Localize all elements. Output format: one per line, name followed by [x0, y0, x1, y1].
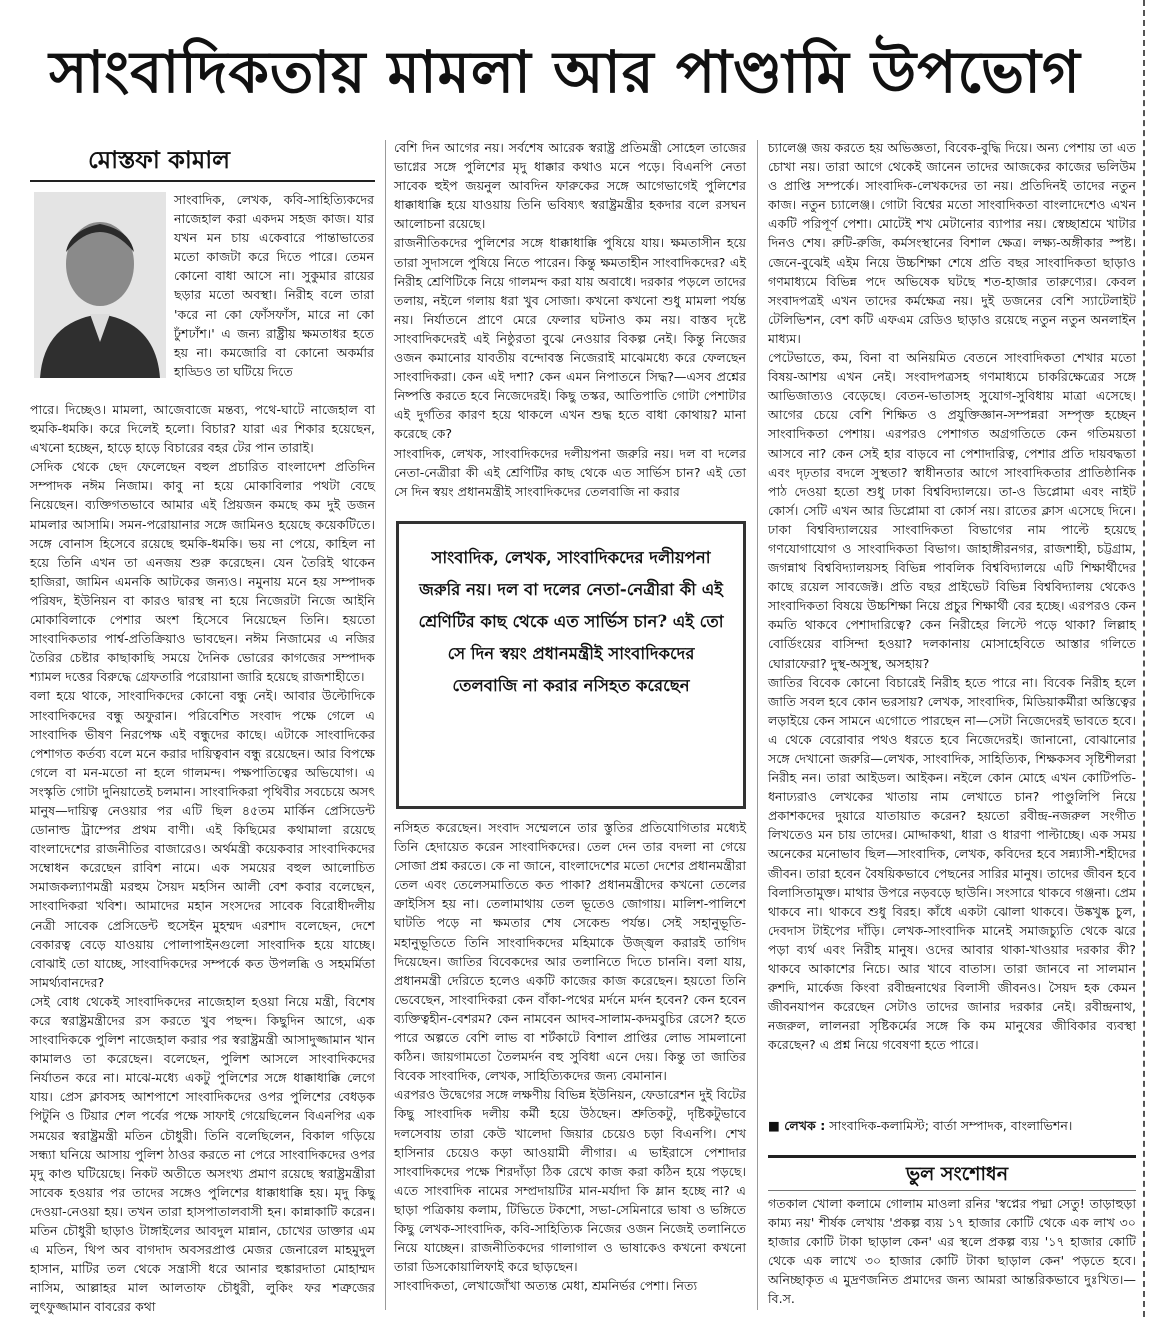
correction-top-rule: [768, 1155, 1136, 1158]
byline-rule: [30, 180, 375, 182]
column-divider-1: [385, 140, 386, 1310]
signature-text: সাংবাদিক-কলামিস্ট; বার্তা সম্পাদক, বাংলাভিশন।: [829, 1118, 1073, 1133]
column1-body: [30, 400, 375, 1317]
column1-paragraph-3: বলা হয়ে থাকে, সাংবাদিকদের কোনো বন্ধু নেই। আবার উল্টোদিকে সাংবাদিকদের বন্ধু অফুরান। পরিবেশিত সংবাদ পক্ষে গেলে এ সাংবাদিক ভীষণ নিরপেক্ষ এই বন্ধুদের কাছে। এটাকে সাংবাদিকের পেশাগত কর্তব্য বলে মনে করার দায়িত্ববান বন্ধু রয়েছেন। আর বিপক্ষে গেলে বা মন-মতো না হলে গালমন্দ। পক্ষপাতিত্বের অভিযোগ। এ সংস্কৃতি গোটা দুনিয়াতেই চলমান। সাংবাদিকরা পৃথিবীর সবচেয়ে অসৎ মানুষ—দায়িত্ব নেওয়ার পর এটি ছিল ৪৫তম মার্কিন প্রেসিডেন্ট ডোনাল্ড ট্রাম্পের প্রথম বাণী। এই কিছিমের কথামালা রয়েছে বাংলাদেশের রাজনীতির বাজারেও। অর্থমন্ত্রী কয়েকবার সাংবাদিকদের সম্বোধন করেছেন রাবিশ নামে। এক সময়ের বহুল আলোচিত সমাজকল্যাণমন্ত্রী মরহুম সৈয়দ মহসিন আলী বেশ কবার বলেছেন, সাংবাদিকরা খবিশ। আমাদের মহান সংসদের সাবেক বিরোধীদলীয় নেত্রী সাবেক প্রেসিডেন্ট হুসেইন মুহম্মদ এরশাদ বলেছেন, দেশে বেকারত্ব বেড়ে যাওয়ায় পোলাপাইনগুলো সাংবাদিক হয়ে যাচ্ছে। বোঝাই তো যাচ্ছে, সাংবাদিকদের সম্পর্কে কত উপলব্ধি ও সহমর্মিতা সামর্থ্যবানদের?: [30, 688, 375, 990]
page-edge-rule: [1143, 0, 1145, 1317]
column3-paragraph-3: জাতির বিবেক কোনো বিচারেই নিরীহ হতে পারে না। বিবেক নিরীহ হলে জাতি সবল হবে কোন ভরসায়? লেখক, সাংবাদিক, মিডিয়াকর্মীরা অস্তিত্বের লড়াইয়ে কেন সামনে এগোতে পারছেন না—সেটা নিজেদেরই ভাবতে হবে। এ থেকে বেরোবার পথও ধরতে হবে নিজেদেরই। জানানো, বোঝানোর সঙ্গে দেখানো জরুরি—লেখক, সাংবাদিক, সাহিত্যিক, শিক্ষকসব সৃষ্টিশীলরা নিরীহ নন। তারা আইডল। আইকন। নইলে কোন মোহে এখন কোটিপতি-ধনাঢ্যরাও লেখকের খাতায় নাম লেখাতে চান? পাণ্ডুলিপি নিয়ে প্রকাশকদের দুয়ারে যাতায়াত করেন? হয়তো রবীন্দ্র-নজরুল সংগীত লিখতেও মন চায় তাদের। মোদ্দাকথা, ধারা ও ধারণা পাল্টাচ্ছে। এক সময় অনেকের মনোভাব ছিল—সাংবাদিক, লেখক, কবিদের হবে সন্ন্যাসী-শহীদের জীবন। তারা হবেন বৈষয়িকভাবে পেছনের সারির মানুষ। তাদের জীবন হবে বিলাসিতামুক্ত। মাথার উপরে নড়বড়ে ছাউনি। সংসারে থাকবে গঞ্জনা। প্রেম থাকবে না। থাকবে শুধু বিরহ। কাঁধে একটা ঝোলা থাকবে। উষ্কখুষ্ক চুল, দেবদাস টাইপের দাঁড়ি। লেখক-সাংবাদিক মানেই সমাজচ্যুতি থেকে ঝরে পড়া ব্যর্থ এবং নিরীহ মানুষ। ওদের আবার থাকা-খাওয়ার দরকার কী? থাকবে আকাশের নিচে। আর খাবে বাতাস। তারা জানবে না সালমান রুশদি, মার্কেজ কিংবা রবীন্দ্রনাথের বিলাসী জীবনও। সৈয়দ হক কেমন জীবনযাপন করেছেন সেটাও তাদের জানার দরকার নেই। রবীন্দ্রনাথ, নজরুল, লালনরা সৃষ্টিকর্মের সঙ্গে কি কম মানুষের জীবিকার ব্যবস্থা করেছেন? এ প্রশ্ন নিয়ে গবেষণা হতে পারে।: [768, 674, 1136, 1053]
column1-continuation: পারে। দিচ্ছেও। মামলা, আজেবাজে মন্তব্য, পথে-ঘাটে নাজেহাল বা হুমকি-ধমকি। করে দিলেই হলো। বিচার? যারা এর শিকার হয়েছেন, এখনো হচ্ছেন, হাড়ে হাড়ে বিচারের বহর টের পান তারাই।: [30, 402, 375, 456]
column2-top: [394, 138, 746, 501]
signature-label: ■ লেখক :: [768, 1118, 826, 1133]
pull-quote-box: [396, 521, 746, 809]
column1-intro-text: সাংবাদিক, লেখক, কবি-সাহিত্যিকদের নাজেহাল করা একদম সহজ কাজ। যার যখন মন চায় একেবারে পান্তাভাতের মতো কাজটা করে দিতে পারে। তেমন কোনো বাধা আসে না। সুকুমার রায়ের ছড়ার মতো অবস্থা। নিরীহ বলে তারা 'করে না কো ফোঁসফাঁস, মারে না কো ঢুঁশঢাঁশ।' এ জন্য রাষ্ট্রীয় ক্ষমতাধর হতে হয় না। কমজোরি বা কোনো অকর্মার হাড্ডিও তা ঘটিয়ে দিতে: [174, 192, 374, 379]
column1-paragraph-2: সেদিক থেকে ছেদ ফেলেছেন বহুল প্রচারিত বাংলাদেশ প্রতিদিন সম্পাদক নঈম নিজাম। কাবু না হয়ে মোকাবিলার পথটা বেছে নিয়েছেন। ব্যক্তিগতভাবে আমার এই প্রিয়জন কমছে কম দুই ডজন মামলার আসামি। সমন-পরোয়ানার সঙ্গে জামিনও হয়েছে কয়েকটিতে। সঙ্গে বোনাস হিসেবে রয়েছে হুমকি-ধমকি। ভয় না পেয়ে, কাহিল না হয়ে তিনি এখন তা এনজয় শুরু করেছেন। যেন তৈরিই থাকেন হাজিরা, জামিন এমনকি আটকের জন্যও। নমুনায় মনে হয় সম্পাদক পরিষদ, ইউনিয়ন বা কারও দ্বারস্থ না হয়ে নিজেরটা নিজে আইনি মোকাবিলাকে পেশার অংশ হিসেবে নিয়েছেন তিনি। হয়তো সাংবাদিকতার পার্শ্ব-প্রতিক্রিয়াও ভাবছেন। নঈম নিজামের এ নজির তৈরির চেষ্টার কাছাকাছি সময়ে দৈনিক ভোরের কাগজের সম্পাদক শ্যামল দত্তের বিরুদ্ধে গ্রেফতারি পরোয়ানা জারি হয়েছে রাজশাহীতে।: [30, 459, 375, 685]
column2-bottom: [394, 818, 746, 1295]
correction-rule: [768, 1190, 1136, 1191]
correction-title: ভুল সংশোধন: [906, 1163, 1009, 1185]
headline: সাংবাদিকতায় মামলা আর পাণ্ডামি উপভোগ: [49, 38, 1081, 106]
column2-paragraph-5: এরপরও উদ্বেগের সঙ্গে লক্ষণীয় বিভিন্ন ইউনিয়ন, ফেডারেশন দুই বিটের কিছু সাংবাদিক দলীয় কর্মী হয়ে উঠছেন। শ্রুতিকটু, দৃষ্টিকটুভাবে দলসেবায় তারা কেউ খালেদা জিয়ার চেয়েও চড়া বিএনপি। শেখ হাসিনার চেয়েও কড়া আওয়ামী লীগার। এ ভাইরাসে পেশাদার সাংবাদিকদের পক্ষে শিরদাঁড়া ঠিক রেখে কাজ করা কঠিন হয়ে পড়ছে। এতে সাংবাদিক নামের সম্প্রদায়টির মান-মর্যাদা কি ম্লান হচ্ছে না? এ ছাড়া পত্রিকায় কলাম, টিভিতে টকশো, সভা-সেমিনারে ভাষা ও ভঙ্গিতে কিছু লেখক-সাংবাদিক, কবি-সাহিত্যিক নিজের ওজন নিজেই তলানিতে নিয়ে যাচ্ছেন। রাজনীতিকদের গালাগাল ও ভাষাকেও কখনো কখনো তারা ডিসকোয়ালিফাই করে ছাড়ছেন।: [394, 1087, 746, 1275]
pull-quote-text: সাংবাদিক, লেখক, সাংবাদিকদের দলীয়পনা জরুরি নয়। দল বা দলের নেতা-নেত্রীরা কী এই শ্রেণিটির কাছ থেকে এত সার্ভিস চান? এই তো সে দিন স্বয়ং প্রধানমন্ত্রীই সাংবাদিকদের তেলবাজি না করার নসিহত করেছেন: [418, 548, 724, 695]
column2-paragraph-6: সাংবাদিকতা, লেখাজোঁখা অত্যন্ত মেধা, শ্রমনির্ভর পেশা। নিত্য: [394, 1278, 698, 1294]
column2-paragraph-4: নসিহত করেছেন। সংবাদ সম্মেলনে তার স্তুতির প্রতিযোগিতার মধ্যেই তিনি হেদায়েত করেন সাংবাদিকদের। তেল দেন তার বদলা না গেয়ে সোজা প্রশ্ন করতে। কে না জানে, বাংলাদেশের মতো দেশের প্রধানমন্ত্রীরা তেল এবং তেলেসমাতিতে কত পাকা? প্রধানমন্ত্রীদের কখনো তেলের ক্রাইসিস হয় না। তেলামাথায় তেল ভূতেও জোগায়। মালিশ-পালিশে ঘাটতি পড়ে না ক্ষমতার শেষ সেকেন্ড পর্যন্ত। সেই সহানুভূতি-মহানুভূতিতে তিনি সাংবাদিকদের মহিমাকে উজ্জ্বল করারই তাগিদ দিয়েছেন। জাতির বিবেকদের আর তলানিতে দিতে চাননি। বলা যায়, প্রধানমন্ত্রী দেরিতে হলেও একটি কাজের কাজ করেছেন। হয়তো তিনি ভেবেছেন, সাংবাদিকরা কেন বাঁকা-পথের মর্দনে মর্দন হবেন? কেন হবেন ব্যক্তিত্বহীন-বেশরম? কেন নামবেন আদব-সালাম-কদমবুচির রেসে? হতে পারে অল্পতে বেশি লাভ বা শর্টকাটে বিশাল প্রাপ্তির লোভ সামলানো কঠিন। জায়গামতো তৈলমর্দন বহু সুবিধা এনে দেয়। কিন্তু তা জাতির বিবেক সাংবাদিক, লেখক, সাহিত্যিকদের জন্য বেমানান।: [394, 820, 746, 1084]
author-signature: [768, 1118, 1140, 1138]
column1-paragraph-4: সেই বোধ থেকেই সাংবাদিকদের নাজেহাল হওয়া নিয়ে মন্ত্রী, বিশেষ করে স্বরাষ্ট্রমন্ত্রীদের রস করতে খুব পছন্দ। কিছুদিন আগে, এক সাংবাদিককে পুলিশ নাজেহাল করার পর স্বরাষ্ট্রমন্ত্রী আসাদুজ্জামান খান কামালও তা করেছেন। বলেছেন, পুলিশ আসলে সাংবাদিকদের নির্যাতন করে না। মাঝে-মধ্যে একটু পুলিশের সঙ্গে ধাক্কাধাক্কি লেগে যায়। প্রেস ক্লাবসহ আশপাশে সাংবাদিকদের ওপর পুলিশের বেধড়ক পিটুনি ও টিয়ার শেল পর্বের পক্ষে সাফাই গেয়েছিলেন বিএনপির এক সময়ের স্বরাষ্ট্রমন্ত্রী মতিন চৌধুরী। তিনি বলেছিলেন, বিকাল গড়িয়ে সন্ধ্যা ঘনিয়ে আসায় পুলিশ ঠাওর করতে না পেরে সাংবাদিকদের ওপর মৃদু কাণ্ড ঘটিয়েছে। নিকট অতীতে অসংখ্য প্রমাণ রয়েছে স্বরাষ্ট্রমন্ত্রীরা সাবেক হওয়ার পর তাদের সঙ্গেও পুলিশের ধাক্কাধাক্কি হয়। মৃদু কিছু দেওয়া-নেওয়া হয়। তখন তারা হাসপাতালবাসী হন। কান্নাকাটি করেন। মতিন চৌধুরী ছাড়াও টাঙ্গাইলের আবদুল মান্নান, চোখের ডাক্তার এম এ মতিন, থিপ অব বাগদাদ অবসরপ্রাপ্ত মেজর জেনারেল মাহমুদুল হাসান, মাটির তল থেকে সন্ত্রাসী ধরে আনার হুঙ্কারদাতা মোহাম্মদ নাসিম, আল্লাহর মাল আলতাফ চৌধুরী, লুকিং ফর শত্রুজের লুৎফুজ্জামান বাবরের কথা: [30, 993, 375, 1315]
author-photo: [34, 192, 166, 378]
column2-paragraph-3: সাংবাদিক, লেখক, সাংবাদিকদের দলীয়পনা জরুরি নয়। দল বা দলের নেতা-নেত্রীরা কী এই শ্রেণিটির কাছ থেকে এত সার্ভিস চান? এই তো সে দিন স্বয়ং প্রধানমন্ত্রীই সাংবাদিকদের তেলবাজি না করার: [394, 445, 746, 499]
column3-paragraph-1: চ্যালেঞ্জ জয় করতে হয় অভিজ্ঞতা, বিবেক-বুদ্ধি দিয়ে। অন্য পেশায় তা এত চোখা নয়। তারা আগে থেকেই জানেন তাদের আজকের কাজের ভলিউম ও প্রাপ্তি সম্পর্কে। সাংবাদিক-লেখকদের তা নয়। প্রতিদিনই তাদের নতুন কাজ। নতুন চ্যালেঞ্জ। গোটা বিশ্বের মতো সাংবাদিকতা বাংলাদেশেও এখন একটি পরিপূর্ণ পেশা। মোটেই শখ মেটানোর ব্যাপার নয়। স্বেচ্ছাশ্রমে খাটার দিনও শেষ। রুটি-রুজি, কর্মসংস্থানের বিশাল ক্ষেত্র। লক্ষ্য-অঙ্গীকার স্পষ্ট। জেনে-বুঝেই এইম নিয়ে উচ্চশিক্ষা শেষে প্রতি বছর সাংবাদিকতা ছাড়াও গণমাধ্যমে বিভিন্ন পদে অভিষেক ঘটছে শত-হাজার তারুণ্যের। কেবল সংবাদপত্রই এখন তাদের কর্মক্ষেত্র নয়। দুই ডজনের বেশি স্যাটেলাইট টেলিভিশন, বেশ কটি এফএম রেডিও ছাড়াও রয়েছে নতুন নতুন অনলাইন মাধ্যম।: [768, 140, 1136, 346]
column2-paragraph-2: রাজনীতিকদের পুলিশের সঙ্গে ধাক্কাধাক্কি পুষিয়ে যায়। ক্ষমতাসীন হয়ে তারা সুদাসলে পুষিয়ে নিতে পারেন। কিন্তু ক্ষমতাহীন সাংবাদিকদের? এই নিরীহ শ্রেণিটিকে নিয়ে গালমন্দ করা যায় অবাধে। দরকার পড়লে তাদের তলায়, নইলে গলায় ধরা খুব সোজা। কখনো কখনো শুধু মামলা পর্যন্ত নয়। নির্যাতনে প্রাণে মেরে ফেলার ঘটনাও কম নয়। বাস্তব দৃষ্টে সাংবাদিকদেরই এই নিষ্ঠুরতা বুঝে নেওয়ার বিকল্প নেই। কিন্তু নিজের ওজন কমানোর যাবতীয় বন্দোবস্ত নিজেরাই মাঝেমধ্যে করে ফেলছেন সাংবাদিকরা। কেন এই দশা? কেন এমন নিপাতনে সিদ্ধ?—এসব প্রশ্নের নিষ্পত্তি করতে হবে নিজেদেরই। কিছু তস্কর, আতিপাতি গোটা পেশাটার এই দুর্গতির কারণ হয়ে থাকলে এখন শুদ্ধ হতে বাধা কোথায়? মানা করেছে কে?: [394, 235, 746, 442]
byline: মোস্তফা কামাল: [88, 145, 231, 174]
column1-intro: [174, 190, 374, 381]
column-divider-2: [757, 140, 758, 1310]
column3-paragraph-2: পেটেভাতে, কম, বিনা বা অনিয়মিত বেতনে সাংবাদিকতা শেখার মতো বিষয়-আশয় এখন নেই। সংবাদপত্রসহ গণমাধ্যমে চাকরিক্ষেত্রের সঙ্গে আভিজাত্যও বেড়েছে। বেতন-ভাতাসহ সুযোগ-সুবিধায় মাত্রা এসেছে। আগের চেয়ে বেশি শিক্ষিত ও প্রযুক্তিজ্ঞান-সম্পন্নরা সম্পৃক্ত হচ্ছেন সাংবাদিকতা পেশায়। এরপরও পেশাগত অগ্রগতিতে কেন গতিময়তা আসবে না? কেন সেই হার বাড়বে না পেশাদারিত্ব, পেশার প্রতি দায়বদ্ধতা এবং দৃঢ়তার বদলে সুস্থতা? স্বাধীনতার আগে সাংবাদিকতার প্রাতিষ্ঠানিক পাঠ দেওয়া হতো শুধু ঢাকা বিশ্ববিদ্যালয়ে। তা-ও ডিপ্লোমা এবং নাইট কোর্স। সেটি এখন আর ডিপ্লোমা বা কোর্স নয়। রাতের ক্লাস এসেছে দিনে। ঢাকা বিশ্ববিদ্যালয়ের সাংবাদিকতা বিভাগের নাম পাল্টে হয়েছে গণযোগাযোগ ও সাংবাদিকতা বিভাগ। জাহাঙ্গীরনগর, রাজশাহী, চট্টগ্রাম, জগন্নাথ বিশ্ববিদ্যালয়সহ বিভিন্ন পাবলিক বিশ্ববিদ্যালয়ে এটি শিক্ষার্থীদের কাছে রয়েল সাবজেক্ট। প্রতি বছর প্রাইভেট বিভিন্ন বিশ্ববিদ্যালয় থেকেও সাংবাদিকতা বিষয়ে উচ্চশিক্ষা নিয়ে প্রচুর শিক্ষার্থী বের হচ্ছে। এরপরও কেন কমতি থাকবে পেশাদারিত্বে? কেন নিরীহের লিস্টে পড়ে থাকা? লিল্লাহ বোর্ডিংয়ের বাসিন্দা হওয়া? দলকানায় মোসাহেবিতে আস্তার গলিতে ঘোরাফেরা? দুস্থ-অসুস্থ, অসহায়?: [768, 350, 1136, 671]
correction-text: গতকাল খোলা কলামে গোলাম মাওলা রনির 'স্বপ্নের পদ্মা সেতু! তাড়াহুড়া কাম্য নয়' শীর্ষক লেখায় 'প্রকল্প ব্যয় ১৭ হাজার কোটি থেকে এক লাখ ৩০ হাজার কোটি টাকা ছাড়াল কেন' এর স্থলে প্রকল্প ব্যয় '১৭ হাজার কোটি থেকে এক লাখে ৩০ হাজার কোটি টাকা ছাড়াল কেন' পড়তে হবে। অনিচ্ছাকৃত এ মুদ্রণজনিত প্রমাদের জন্য আমরা আন্তরিকভাবে দুঃখিত।—বি.স.: [768, 1196, 1136, 1307]
column3-body: [768, 138, 1136, 1055]
column2-opening: বেশি দিন আগের নয়। সর্বশেষ আরেক স্বরাষ্ট্র প্রতিমন্ত্রী সোহেল তাজের ভাগ্নের সঙ্গে পুলিশের মৃদু ধাক্কার কথাও মনে পড়ে। বিএনপি নেতা সাবেক হুইপ জয়নুল আবদিন ফারুকের সঙ্গে আগেভাগেই পুলিশের ধাক্কাধাক্কি হয়ে যাওয়ায় তিনি ভবিষ্যৎ স্বরাষ্ট্রমন্ত্রীর হকদার বলে রসঘন আলোচনা রয়েছে।: [394, 140, 746, 232]
